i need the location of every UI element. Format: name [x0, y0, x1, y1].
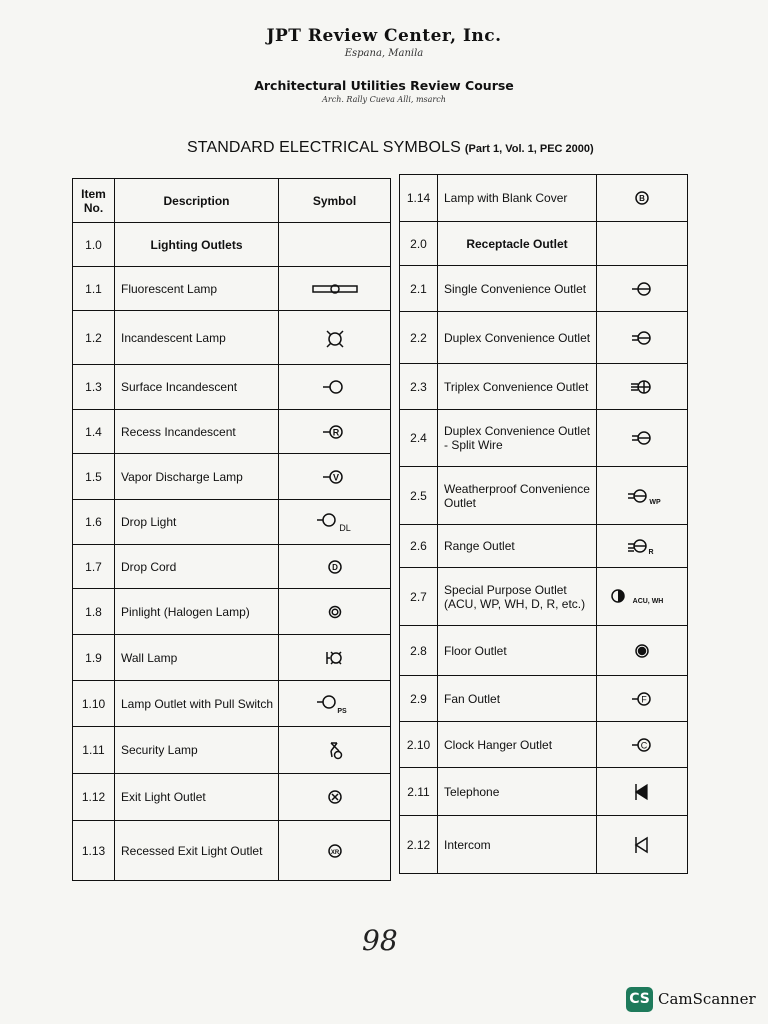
symbol-cell [279, 727, 391, 774]
pull-switch-lamp-icon [305, 691, 365, 717]
symbol-cell [597, 312, 688, 364]
symbol-cell [597, 175, 688, 222]
item-description: Drop Light [115, 500, 279, 545]
table-row [73, 635, 391, 681]
item-description: Duplex Convenience Outlet - Split Wire [438, 410, 597, 467]
single-outlet-icon [612, 276, 672, 302]
table-row [73, 311, 391, 365]
symbol-cell [279, 365, 391, 410]
symbol-cell [597, 568, 688, 626]
weatherproof-outlet-icon [612, 483, 672, 509]
table-row [73, 410, 391, 454]
clock-hanger-outlet-letter: C [640, 740, 648, 750]
drop-cord-icon [305, 554, 365, 580]
symbol-cell [597, 722, 688, 768]
wall-lamp-icon [305, 645, 365, 671]
blank-cover-lamp-letter: B [639, 194, 645, 203]
item-description: Security Lamp [115, 727, 279, 774]
section-row [400, 222, 688, 266]
course-title: Architectural Utilities Review Course [254, 78, 514, 93]
item-number: 2.10 [400, 722, 438, 768]
item-description: Floor Outlet [438, 626, 597, 676]
drop-light-icon [305, 509, 365, 535]
table-row [73, 821, 391, 881]
table-row [400, 266, 688, 312]
floor-outlet-icon [612, 638, 672, 664]
item-description: Lamp Outlet with Pull Switch [115, 681, 279, 727]
item-number: 1.12 [73, 774, 115, 821]
special-purpose-outlet-subscript: ACU, WH [632, 597, 664, 605]
item-number: 2.1 [400, 266, 438, 312]
symbol-header: Symbol [279, 179, 391, 223]
item-description: Special Purpose Outlet (ACU, WP, WH, D, R, etc.) [438, 568, 597, 626]
page-title-main: STANDARD ELECTRICAL SYMBOLS [187, 139, 461, 156]
duplex-outlet-icon [612, 325, 672, 351]
triplex-outlet-icon [612, 374, 672, 400]
table-row [400, 722, 688, 768]
table-row [73, 727, 391, 774]
range-outlet-subscript: R [648, 549, 654, 556]
item-description: Duplex Convenience Outlet [438, 312, 597, 364]
item-number: 2.12 [400, 816, 438, 874]
table-row [400, 626, 688, 676]
table-row [73, 267, 391, 311]
range-outlet-icon [612, 533, 672, 559]
table-row [400, 410, 688, 467]
pinlight-icon [305, 599, 365, 625]
item-description: Range Outlet [438, 525, 597, 568]
symbol-cell [279, 635, 391, 681]
item-number: 2.11 [400, 768, 438, 816]
item-number: 1.3 [73, 365, 115, 410]
recessed-exit-light-icon [305, 838, 365, 864]
item-number: 1.13 [73, 821, 115, 881]
clock-hanger-outlet-icon [612, 732, 672, 758]
pull-switch-lamp-subscript: PS [336, 707, 347, 715]
item-description: Incandescent Lamp [115, 311, 279, 365]
special-purpose-outlet-icon [600, 584, 684, 610]
item-number: 1.0 [73, 223, 115, 267]
section-title: Lighting Outlets [115, 223, 279, 267]
table-row [73, 454, 391, 500]
item-number: 1.14 [400, 175, 438, 222]
item-number: 1.9 [73, 635, 115, 681]
item-description: Weatherproof Convenience Outlet [438, 467, 597, 525]
symbol-cell [597, 626, 688, 676]
item-description: Lamp with Blank Cover [438, 175, 597, 222]
item-description: Intercom [438, 816, 597, 874]
table-row [73, 500, 391, 545]
symbol-cell [597, 410, 688, 467]
section-title: Receptacle Outlet [438, 222, 597, 266]
recess-incandescent-letter: R [332, 427, 339, 437]
symbol-cell [279, 267, 391, 311]
table-row [400, 676, 688, 722]
item-number: 1.7 [73, 545, 115, 589]
symbol-cell [597, 364, 688, 410]
symbol-cell [279, 454, 391, 500]
table-row [73, 681, 391, 727]
item-description: Exit Light Outlet [115, 774, 279, 821]
item-number: 1.6 [73, 500, 115, 545]
drop-cord-letter: D [331, 562, 338, 572]
split-wire-outlet-icon [612, 425, 672, 451]
item-description: Drop Cord [115, 545, 279, 589]
item-number: 1.8 [73, 589, 115, 635]
item-description: Recess Incandescent [115, 410, 279, 454]
page-title [187, 139, 594, 157]
symbol-cell [279, 589, 391, 635]
item-description: Wall Lamp [115, 635, 279, 681]
table-row [400, 525, 688, 568]
organization-location: Espana, Manila [344, 48, 424, 59]
table-row [400, 568, 688, 626]
fluorescent-lamp-icon [305, 276, 365, 302]
surface-incandescent-icon [305, 374, 365, 400]
item-description: Pinlight (Halogen Lamp) [115, 589, 279, 635]
incandescent-lamp-icon [305, 325, 365, 351]
item-number: 1.1 [73, 267, 115, 311]
lighting-symbols-table [72, 178, 391, 881]
symbol-cell [597, 467, 688, 525]
weatherproof-outlet-subscript: WP [649, 498, 661, 506]
table-row [73, 589, 391, 635]
table-row [400, 312, 688, 364]
item-no-header: Item No. [73, 179, 115, 223]
item-number: 2.8 [400, 626, 438, 676]
symbol-cell [279, 774, 391, 821]
fan-outlet-letter: F [641, 694, 647, 704]
symbol-cell [279, 410, 391, 454]
telephone-icon [612, 779, 672, 805]
vapor-discharge-lamp-letter: V [332, 472, 339, 482]
symbol-cell [279, 681, 391, 727]
table-row [400, 467, 688, 525]
item-number: 1.11 [73, 727, 115, 774]
drop-light-subscript: DL [338, 523, 351, 533]
fan-outlet-icon [612, 686, 672, 712]
recessed-exit-light-letter: XR [330, 849, 339, 856]
item-description: Triplex Convenience Outlet [438, 364, 597, 410]
recess-incandescent-icon [305, 419, 365, 445]
item-number: 1.4 [73, 410, 115, 454]
table-header-row [73, 179, 391, 223]
item-number: 2.5 [400, 467, 438, 525]
item-number: 2.2 [400, 312, 438, 364]
item-number: 2.0 [400, 222, 438, 266]
description-header: Description [115, 179, 279, 223]
item-number: 2.9 [400, 676, 438, 722]
item-description: Single Convenience Outlet [438, 266, 597, 312]
item-description: Recessed Exit Light Outlet [115, 821, 279, 881]
table-row [400, 816, 688, 874]
security-lamp-icon [305, 737, 365, 763]
page-number: 98 [362, 924, 398, 957]
item-number: 1.2 [73, 311, 115, 365]
table-row [400, 768, 688, 816]
blank-cover-lamp-icon [612, 185, 672, 211]
receptacle-symbols-table [399, 174, 688, 874]
symbol-cell [279, 545, 391, 589]
item-description: Fan Outlet [438, 676, 597, 722]
symbol-cell [597, 266, 688, 312]
item-description: Vapor Discharge Lamp [115, 454, 279, 500]
item-description: Telephone [438, 768, 597, 816]
symbol-cell [279, 223, 391, 267]
section-row [73, 223, 391, 267]
camscanner-name: CamScanner [658, 990, 756, 1008]
item-number: 1.10 [73, 681, 115, 727]
camscanner-logo [626, 987, 653, 1012]
page-title-part: (Part 1, Vol. 1, PEC 2000) [464, 143, 594, 155]
item-number: 1.5 [73, 454, 115, 500]
table-row [73, 545, 391, 589]
instructor-name: Arch. Rally Cueva Alli, msarch [322, 95, 446, 104]
symbol-cell [597, 676, 688, 722]
item-description: Clock Hanger Outlet [438, 722, 597, 768]
organization-name: JPT Review Center, Inc. [266, 26, 502, 46]
table-row [400, 364, 688, 410]
item-description: Surface Incandescent [115, 365, 279, 410]
vapor-discharge-lamp-icon [305, 464, 365, 490]
symbol-cell [279, 821, 391, 881]
symbol-cell [597, 525, 688, 568]
item-number: 2.4 [400, 410, 438, 467]
intercom-icon [612, 832, 672, 858]
table-row [400, 175, 688, 222]
table-row [73, 365, 391, 410]
item-number: 2.7 [400, 568, 438, 626]
symbol-cell [279, 311, 391, 365]
item-description: Fluorescent Lamp [115, 267, 279, 311]
camscanner-logo-text: CS [629, 991, 650, 1007]
item-number: 2.3 [400, 364, 438, 410]
symbol-cell [597, 768, 688, 816]
symbol-cell [279, 500, 391, 545]
symbol-cell [597, 816, 688, 874]
table-row [73, 774, 391, 821]
item-number: 2.6 [400, 525, 438, 568]
exit-light-icon [305, 784, 365, 810]
symbol-cell [597, 222, 688, 266]
